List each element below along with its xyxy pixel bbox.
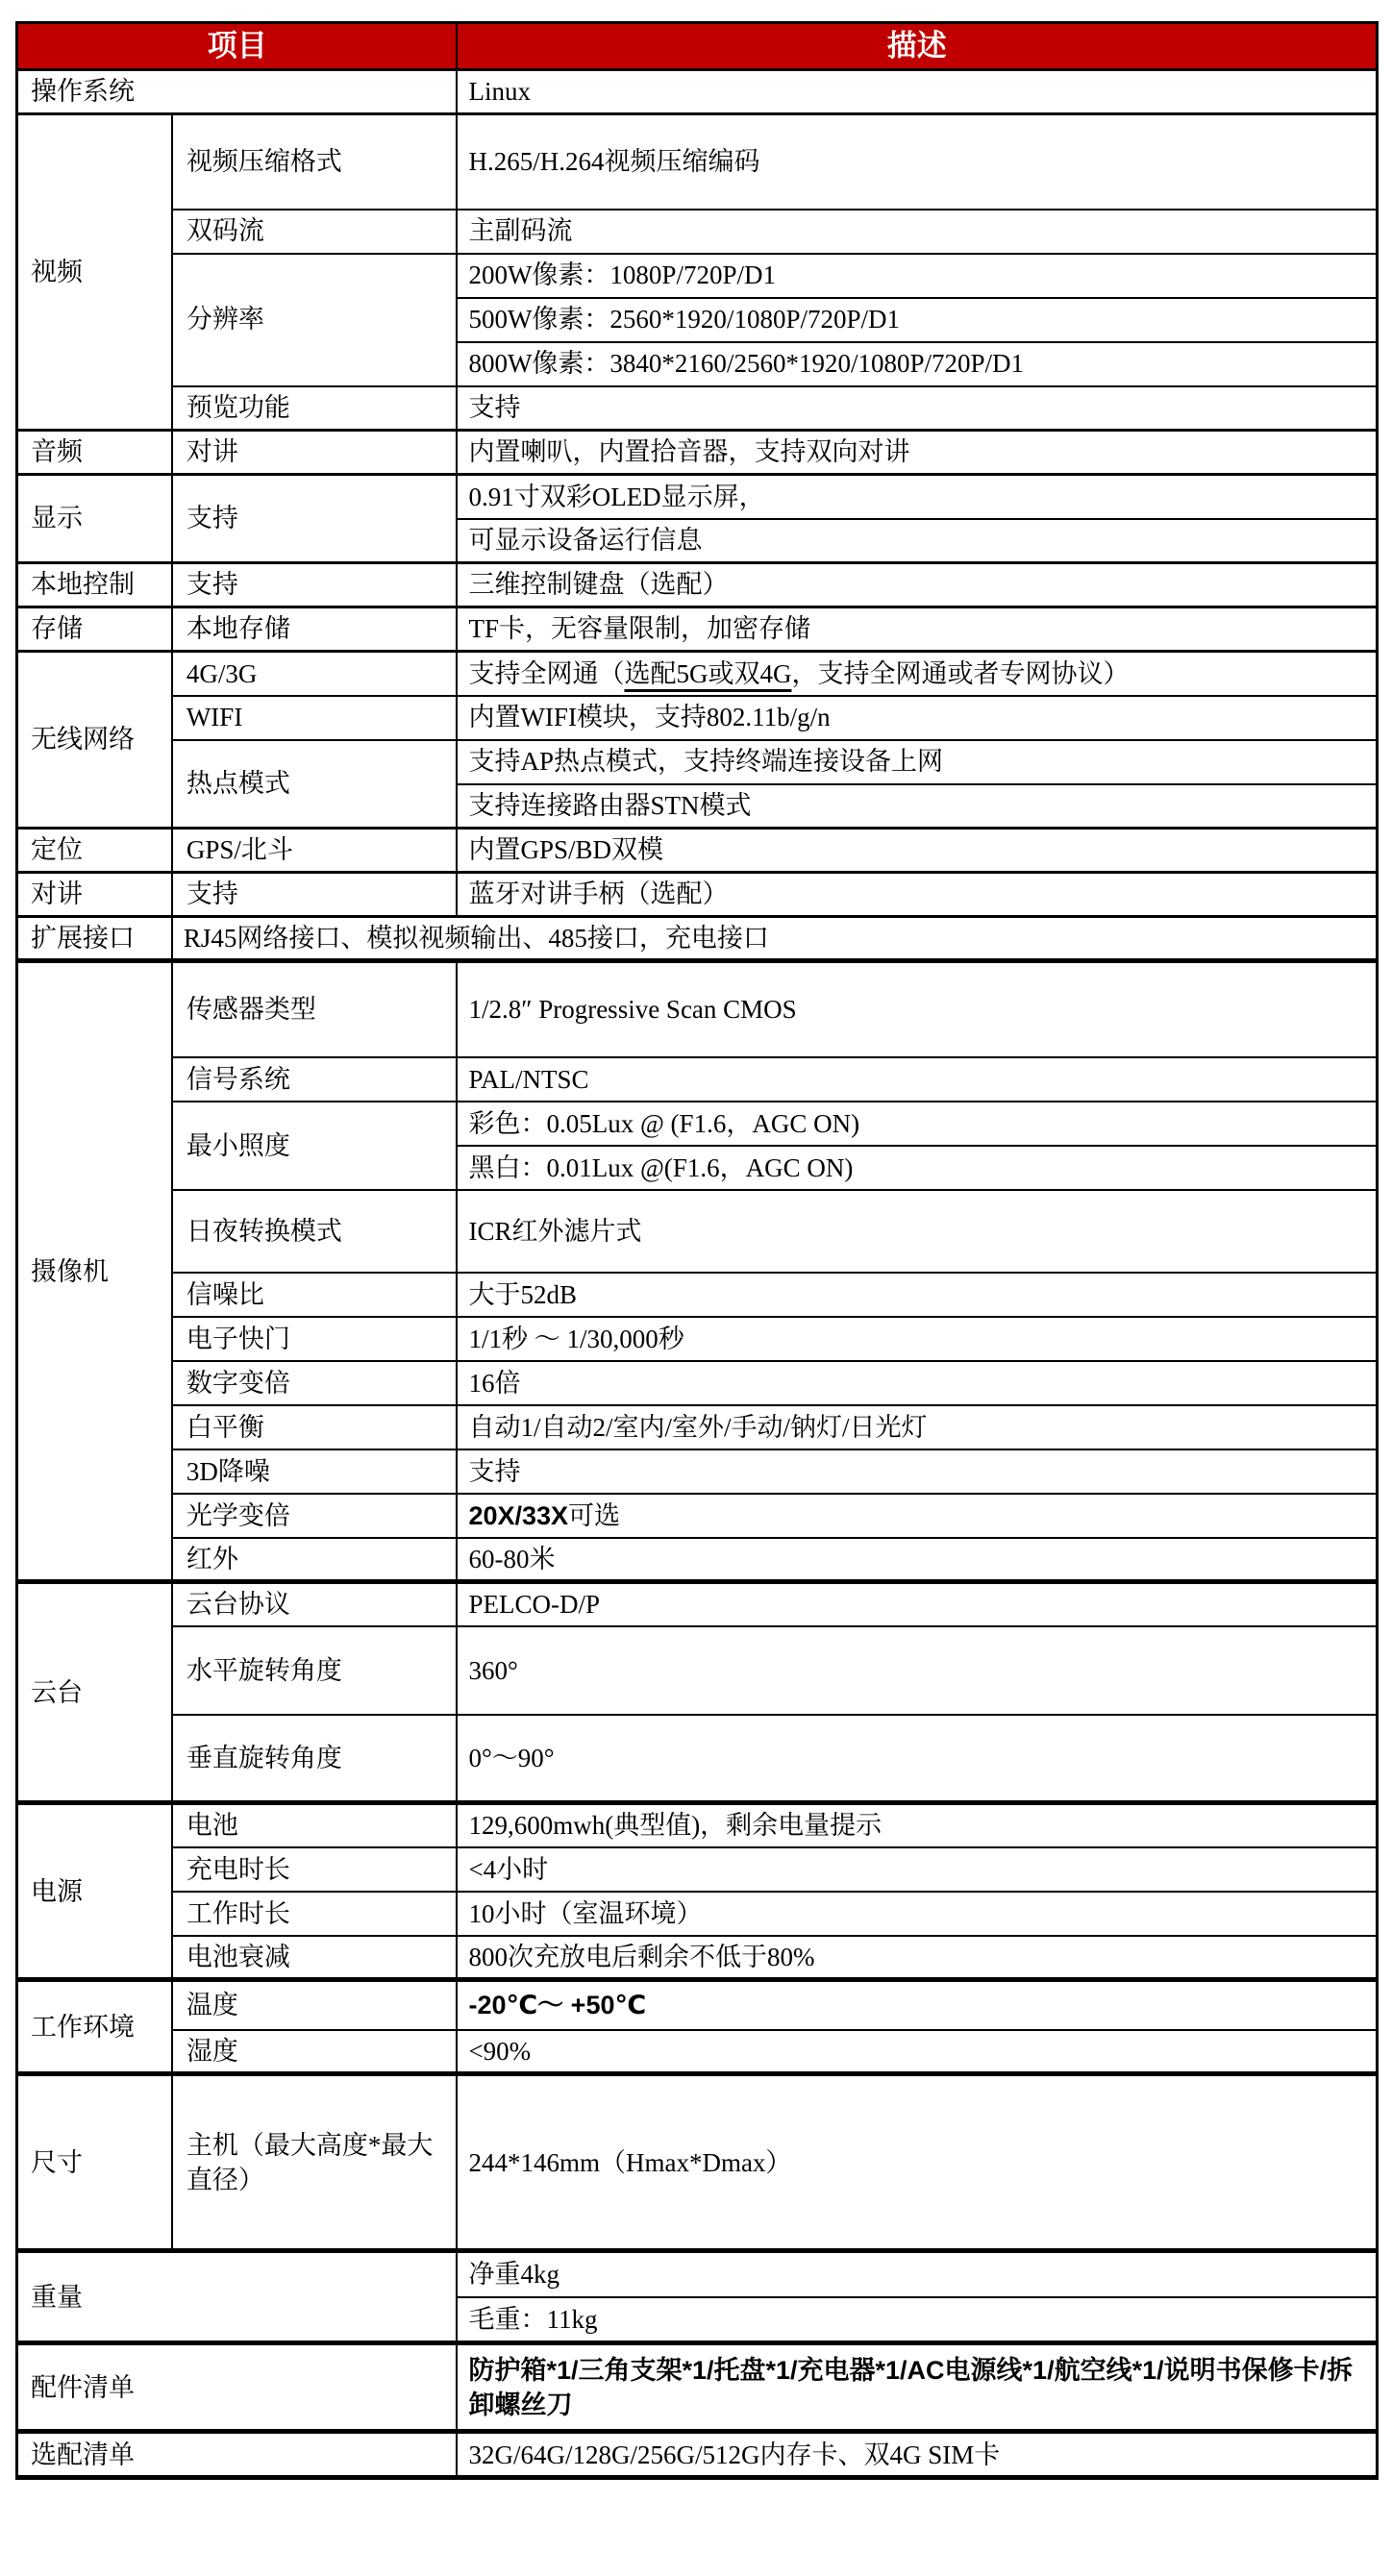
table-row [17, 114, 1378, 210]
header-cell-item: 项目 [17, 23, 458, 70]
bold-text: 20X/33X [468, 1500, 569, 1530]
spec-item-cell: 日夜转换模式 [172, 1190, 458, 1273]
spec-value-cell: 支持 [457, 1449, 1377, 1494]
category-cell: 显示 [17, 475, 172, 563]
spec-value-cell: 内置喇叭，内置拾音器，支持双向对讲 [457, 431, 1377, 475]
table-row [17, 652, 1378, 696]
table-row [17, 2251, 1378, 2297]
spec-value-cell: 支持连接路由器STN模式 [457, 784, 1377, 829]
table-row [17, 563, 1378, 607]
spec-item-cell: 分辨率 [172, 254, 458, 386]
spec-value-cell: 主副码流 [457, 210, 1377, 254]
category-cell: 电源 [17, 1803, 172, 1980]
table-row [17, 210, 1378, 254]
spec-value-cell: 200W像素：1080P/720P/D1 [457, 254, 1377, 298]
spec-value-cell: 毛重：11kg [457, 2297, 1377, 2343]
spec-item-cell: 传感器类型 [172, 961, 458, 1057]
spec-value-cell: 244*146mm（Hmax*Dmax） [457, 2074, 1377, 2251]
spec-value-cell: 大于52dB [457, 1273, 1377, 1317]
table-row [17, 475, 1378, 519]
spec-item-cell: 白平衡 [172, 1405, 458, 1449]
spec-value-cell: 129,600mwh(典型值)，剩余电量提示 [457, 1803, 1377, 1847]
spec-item-cell: 数字变倍 [172, 1361, 458, 1405]
spec-value-cell: Linux [457, 70, 1377, 114]
underlined-text: 选配5G或双4G [624, 658, 792, 688]
spec-item-cell: 3D降噪 [172, 1449, 458, 1494]
table-row [17, 2432, 1378, 2478]
spec-value-cell: 净重4kg [457, 2251, 1377, 2297]
spec-value-cell: 800W像素：3840*2160/2560*1920/1080P/720P/D1 [457, 342, 1377, 386]
spec-item-cell: 支持 [172, 475, 458, 563]
spec-item-cell: WIFI [172, 696, 458, 740]
spec-item-cell: 双码流 [172, 210, 458, 254]
table-row [17, 961, 1378, 1057]
spec-value-cell: 彩色：0.05Lux @ (F1.6，AGC ON) [457, 1102, 1377, 1146]
spec-value-cell: 可显示设备运行信息 [457, 519, 1377, 563]
table-row [17, 873, 1378, 917]
category-cell: 摄像机 [17, 961, 172, 1582]
table-row [17, 70, 1378, 114]
spec-item-cell: 工作时长 [172, 1892, 458, 1936]
table-row [17, 2030, 1378, 2074]
table-row [17, 1273, 1378, 1317]
spec-value-cell: 防护箱*1/三角支架*1/托盘*1/充电器*1/AC电源线*1/航空线*1/说明书保修卡/拆卸螺丝刀 [457, 2343, 1377, 2432]
spec-value-cell: -20℃～ +50℃ [457, 1980, 1377, 2030]
spec-value-cell: 0.91寸双彩OLED显示屏， [457, 475, 1377, 519]
spec-value-cell: 支持AP热点模式，支持终端连接设备上网 [457, 740, 1377, 784]
header-cell-description: 描述 [457, 23, 1377, 70]
table-row [17, 1317, 1378, 1361]
table-row [17, 1936, 1378, 1980]
table-row [17, 2343, 1378, 2432]
category-cell: 工作环境 [17, 1980, 172, 2074]
category-cell: 定位 [17, 829, 172, 873]
spec-value-cell: 800次充放电后剩余不低于80% [457, 1936, 1377, 1980]
spec-value-cell: 三维控制键盘（选配） [457, 563, 1377, 607]
spec-value-cell: 内置GPS/BD双模 [457, 829, 1377, 873]
header-row [17, 23, 1378, 70]
table-row [17, 1494, 1378, 1538]
category-cell: 重量 [17, 2251, 458, 2343]
table-row [17, 1715, 1378, 1803]
spec-item-cell: GPS/北斗 [172, 829, 458, 873]
spec-value-cell: PELCO-D/P [457, 1582, 1377, 1626]
spec-value-cell [457, 652, 1377, 696]
spec-item-cell: 水平旋转角度 [172, 1626, 458, 1715]
spec-table-body [17, 70, 1378, 2478]
table-row [17, 1980, 1378, 2030]
spec-value-cell: 蓝牙对讲手柄（选配） [457, 873, 1377, 917]
spec-value-cell: <4小时 [457, 1847, 1377, 1892]
spec-value-cell: 内置WIFI模块，支持802.11b/g/n [457, 696, 1377, 740]
category-cell: 视频 [17, 114, 172, 431]
category-cell: 扩展接口 [17, 917, 172, 961]
table-row [17, 1190, 1378, 1273]
spec-item-cell: 支持 [172, 873, 458, 917]
table-row [17, 740, 1378, 784]
spec-value-cell: 500W像素：2560*1920/1080P/720P/D1 [457, 298, 1377, 342]
spec-value-cell: 60-80米 [457, 1538, 1377, 1582]
spec-value-cell: 自动1/自动2/室内/室外/手动/钠灯/日光灯 [457, 1405, 1377, 1449]
category-cell: 存储 [17, 607, 172, 652]
spec-value-cell: PAL/NTSC [457, 1057, 1377, 1102]
spec-item-cell: 热点模式 [172, 740, 458, 829]
table-row [17, 1449, 1378, 1494]
spec-value-cell: 360° [457, 1626, 1377, 1715]
spec-item-cell: 电池衰减 [172, 1936, 458, 1980]
spec-value-cell: 1/1秒 ～ 1/30,000秒 [457, 1317, 1377, 1361]
spec-value-cell: 32G/64G/128G/256G/512G内存卡、双4G SIM卡 [457, 2432, 1377, 2478]
spec-item-cell: 4G/3G [172, 652, 458, 696]
spec-item-cell: 主机（最大高度*最大直径） [172, 2074, 458, 2251]
category-cell: 尺寸 [17, 2074, 172, 2251]
spec-value-cell: TF卡，无容量限制，加密存储 [457, 607, 1377, 652]
table-row [17, 829, 1378, 873]
spec-item-cell: 信号系统 [172, 1057, 458, 1102]
table-row [17, 1892, 1378, 1936]
spec-value-cell: 16倍 [457, 1361, 1377, 1405]
spec-value-cell: H.265/H.264视频压缩编码 [457, 114, 1377, 210]
table-row [17, 696, 1378, 740]
table-row [17, 1803, 1378, 1847]
spec-item-cell: 温度 [172, 1980, 458, 2030]
spec-item-cell: 湿度 [172, 2030, 458, 2074]
table-row [17, 1626, 1378, 1715]
category-cell: 对讲 [17, 873, 172, 917]
spec-item-cell: 云台协议 [172, 1582, 458, 1626]
spec-table [15, 21, 1379, 2480]
table-row [17, 917, 1378, 961]
text-segment: ，支持全网通或者专网协议） [791, 658, 1130, 688]
text-segment: 支持全网通（ [468, 658, 625, 688]
category-cell: 音频 [17, 431, 172, 475]
table-row [17, 1057, 1378, 1102]
table-row [17, 1847, 1378, 1892]
table-row [17, 1361, 1378, 1405]
spec-value-cell: ICR红外滤片式 [457, 1190, 1377, 1273]
spec-item-cell: 垂直旋转角度 [172, 1715, 458, 1803]
spec-value-cell: 0°～90° [457, 1715, 1377, 1803]
spec-value-cell: 1/2.8″ Progressive Scan CMOS [457, 961, 1377, 1057]
table-row [17, 1405, 1378, 1449]
table-row [17, 1582, 1378, 1626]
table-row [17, 1102, 1378, 1146]
spec-item-cell: 红外 [172, 1538, 458, 1582]
category-cell: 无线网络 [17, 652, 172, 829]
spec-item-cell: 支持 [172, 563, 458, 607]
table-row [17, 1538, 1378, 1582]
category-cell: 选配清单 [17, 2432, 458, 2478]
spec-item-cell: 光学变倍 [172, 1494, 458, 1538]
text-segment: 可选 [568, 1500, 621, 1530]
spec-value-cell: 黑白：0.01Lux @(F1.6，AGC ON) [457, 1146, 1377, 1190]
table-row [17, 254, 1378, 298]
category-cell: 云台 [17, 1582, 172, 1803]
spec-item-cell: 视频压缩格式 [172, 114, 458, 210]
spec-item-cell: 电池 [172, 1803, 458, 1847]
table-row [17, 386, 1378, 431]
spec-item-cell: 本地存储 [172, 607, 458, 652]
spec-item-cell: 最小照度 [172, 1102, 458, 1190]
table-row [17, 607, 1378, 652]
spec-item-cell: 电子快门 [172, 1317, 458, 1361]
spec-value-cell: RJ45网络接口、模拟视频输出、485接口，充电接口 [172, 917, 1378, 961]
category-cell: 配件清单 [17, 2343, 458, 2432]
spec-item-cell: 对讲 [172, 431, 458, 475]
spec-item-cell: 充电时长 [172, 1847, 458, 1892]
spec-value-cell: <90% [457, 2030, 1377, 2074]
spec-value-cell [457, 1494, 1377, 1538]
spec-item-cell: 信噪比 [172, 1273, 458, 1317]
spec-value-cell: 支持 [457, 386, 1377, 431]
table-row [17, 2074, 1378, 2251]
category-cell: 操作系统 [17, 70, 458, 114]
category-cell: 本地控制 [17, 563, 172, 607]
spec-value-cell: 10小时（室温环境） [457, 1892, 1377, 1936]
spec-table-header [17, 23, 1378, 70]
spec-item-cell: 预览功能 [172, 386, 458, 431]
table-row [17, 431, 1378, 475]
